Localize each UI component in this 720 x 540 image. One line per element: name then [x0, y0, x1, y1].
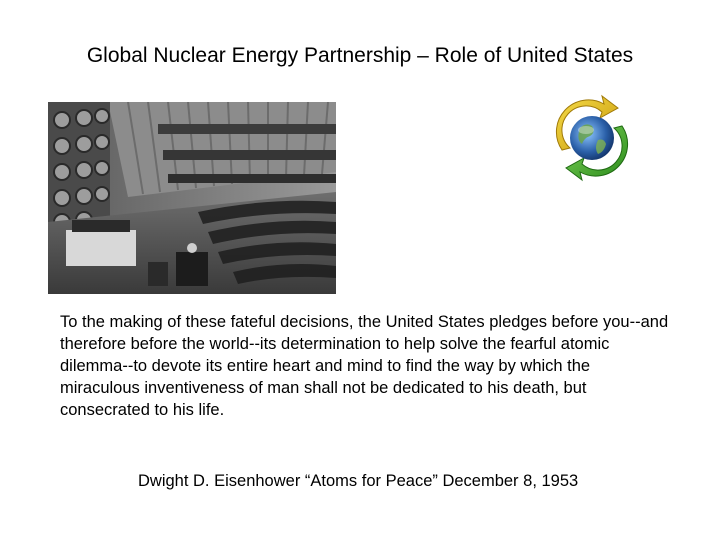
photo-illustration	[48, 102, 336, 294]
quote-attribution: Dwight D. Eisenhower “Atoms for Peace” December 8, 1953	[138, 472, 579, 490]
globe-recycling-arrows-logo	[548, 92, 636, 184]
eisenhower-quote: To the making of these fateful decisions, the United States pledges before you--and therefore before the world--its determination to help solve the fearful atomic dilemma--to devote its entire heart and mind to find the way by which the miraculous inventiveness of man shall not be dedicated to his death, but consecrated to his life.	[60, 313, 669, 419]
un-general-assembly-photo	[48, 102, 336, 294]
slide-title: Global Nuclear Energy Partnership – Role of United States	[86, 44, 634, 67]
